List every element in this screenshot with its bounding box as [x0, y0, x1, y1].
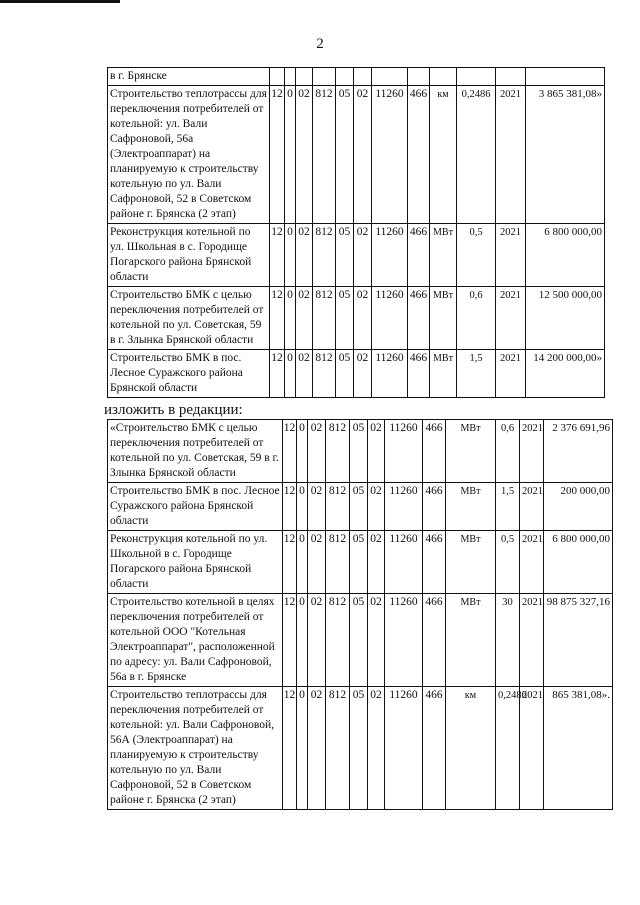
code-cell: 02	[308, 531, 326, 594]
code-cell: 02	[354, 224, 372, 287]
object-name-cell: Строительство котельной в целях переключения потребителей от котельной ООО "Котельная Электроаппарат", расположенной по адресу: ул. Вали Сафроновой, 56а в г. Брянске	[108, 594, 283, 687]
code-cell: 11260	[385, 531, 423, 594]
code-cell: 02	[296, 224, 313, 287]
code-cell: 466	[423, 594, 446, 687]
table-row	[108, 68, 605, 86]
table-body	[108, 420, 613, 810]
code-cell: 12	[283, 594, 297, 687]
code-cell: 466	[423, 483, 446, 531]
code-cell	[270, 68, 285, 86]
code-cell: 0,5	[457, 224, 496, 287]
code-cell: 12	[270, 224, 285, 287]
code-cell: 12	[270, 86, 285, 224]
unit-cell: МВт	[430, 350, 457, 398]
table-row	[108, 483, 613, 531]
table-row	[108, 287, 605, 350]
code-cell: 812	[326, 687, 350, 810]
code-cell: 02	[354, 287, 372, 350]
code-cell: 812	[326, 483, 350, 531]
code-cell: 466	[423, 531, 446, 594]
code-cell: 0	[285, 86, 296, 224]
code-cell: 12	[283, 531, 297, 594]
amount-cell: 865 381,08».	[544, 687, 613, 810]
object-name-cell: Реконструкция котельной по ул. Школьная в с. Городище Погарского района Брянской области	[108, 224, 270, 287]
code-cell: 2021	[496, 224, 526, 287]
code-cell: 02	[308, 420, 326, 483]
code-cell: 0	[297, 420, 308, 483]
code-cell: 12	[270, 350, 285, 398]
code-cell: 02	[368, 483, 385, 531]
code-cell: 466	[408, 86, 430, 224]
unit-cell: МВт	[430, 287, 457, 350]
code-cell	[496, 68, 526, 86]
object-name-cell: «Строительство БМК с целью переключения потребителей от котельной по ул. Советская, 59 в г. Злынка Брянской области	[108, 420, 283, 483]
code-cell: 0,5	[496, 531, 520, 594]
code-cell: 12	[283, 483, 297, 531]
code-cell: 812	[313, 86, 336, 224]
unit-cell: км	[446, 687, 496, 810]
amount-cell: 6 800 000,00	[544, 531, 613, 594]
budget-table-after	[107, 419, 613, 810]
code-cell: 812	[326, 531, 350, 594]
amendment-heading: изложить в редакции:	[104, 402, 243, 418]
code-cell: 0	[285, 287, 296, 350]
code-cell: 0	[285, 224, 296, 287]
code-cell: 0	[297, 483, 308, 531]
amount-cell: 2 376 691,96	[544, 420, 613, 483]
code-cell: 02	[368, 531, 385, 594]
object-name-cell: в г. Брянске	[108, 68, 270, 86]
code-cell: 1,5	[457, 350, 496, 398]
code-cell: 466	[423, 687, 446, 810]
code-cell: 11260	[385, 420, 423, 483]
unit-cell	[430, 68, 457, 86]
code-cell: 05	[336, 86, 354, 224]
amount-cell: 6 800 000,00	[526, 224, 605, 287]
code-cell: 05	[350, 687, 368, 810]
object-name-cell: Строительство теплотрассы для переключения потребителей от котельной: ул. Вали Сафроновой, 56а (Электроаппарат) на планируемую к строительству котельную по ул. Вали Сафроновой, 52 в Советском районе г. Брянска (2 этап)	[108, 86, 270, 224]
code-cell: 05	[336, 350, 354, 398]
code-cell: 466	[408, 287, 430, 350]
code-cell: 05	[336, 224, 354, 287]
code-cell: 11260	[385, 594, 423, 687]
code-cell	[408, 68, 430, 86]
code-cell: 05	[350, 420, 368, 483]
code-cell: 11260	[385, 483, 423, 531]
code-cell: 2021	[520, 687, 544, 810]
table-row	[108, 594, 613, 687]
code-cell: 11260	[372, 86, 408, 224]
page-number: 2	[316, 36, 324, 52]
code-cell: 30	[496, 594, 520, 687]
object-name-cell: Строительство теплотрассы для переключения потребителей от котельной: ул. Вали Сафроновой, 56А (Электроаппарат) на планируемую к строительству котельную по ул. Вали Сафроновой, 52 в Советском районе г. Брянска (2 этап)	[108, 687, 283, 810]
code-cell	[336, 68, 354, 86]
code-cell: 05	[336, 287, 354, 350]
unit-cell: МВт	[446, 483, 496, 531]
code-cell	[296, 68, 313, 86]
code-cell: 1,5	[496, 483, 520, 531]
code-cell: 0,2486	[496, 687, 520, 810]
amount-cell: 3 865 381,08»	[526, 86, 605, 224]
amount-cell	[526, 68, 605, 86]
table-body	[108, 68, 605, 398]
table-row	[108, 86, 605, 224]
amount-cell: 98 875 327,16	[544, 594, 613, 687]
code-cell: 02	[354, 350, 372, 398]
object-name-cell: Строительство БМК в пос. Лесное Суражского района Брянской области	[108, 483, 283, 531]
unit-cell: км	[430, 86, 457, 224]
code-cell: 12	[283, 420, 297, 483]
code-cell: 2021	[496, 287, 526, 350]
code-cell: 05	[350, 483, 368, 531]
code-cell: 0	[297, 594, 308, 687]
code-cell: 2021	[520, 531, 544, 594]
unit-cell: МВт	[446, 531, 496, 594]
table-row	[108, 687, 613, 810]
unit-cell: МВт	[446, 594, 496, 687]
code-cell: 11260	[372, 287, 408, 350]
code-cell: 466	[408, 350, 430, 398]
code-cell: 02	[308, 483, 326, 531]
code-cell: 0	[285, 350, 296, 398]
code-cell: 02	[296, 287, 313, 350]
table-row	[108, 531, 613, 594]
code-cell: 11260	[385, 687, 423, 810]
code-cell: 02	[368, 594, 385, 687]
code-cell: 466	[423, 420, 446, 483]
code-cell: 02	[296, 86, 313, 224]
code-cell: 11260	[372, 224, 408, 287]
code-cell: 02	[354, 86, 372, 224]
code-cell: 0,6	[496, 420, 520, 483]
code-cell: 2021	[496, 350, 526, 398]
code-cell: 812	[313, 350, 336, 398]
code-cell: 02	[368, 687, 385, 810]
code-cell: 812	[326, 594, 350, 687]
code-cell: 812	[313, 224, 336, 287]
code-cell: 2021	[520, 420, 544, 483]
unit-cell: МВт	[446, 420, 496, 483]
code-cell	[354, 68, 372, 86]
code-cell: 0	[297, 687, 308, 810]
code-cell	[285, 68, 296, 86]
code-cell: 0,6	[457, 287, 496, 350]
table-row	[108, 350, 605, 398]
amount-cell: 14 200 000,00»	[526, 350, 605, 398]
unit-cell: МВт	[430, 224, 457, 287]
code-cell: 466	[408, 224, 430, 287]
code-cell: 0,2486	[457, 86, 496, 224]
code-cell: 2021	[496, 86, 526, 224]
code-cell: 12	[270, 287, 285, 350]
budget-table-before	[107, 67, 605, 398]
object-name-cell: Реконструкция котельной по ул. Школьной в с. Городище Погарского района Брянской области	[108, 531, 283, 594]
code-cell: 2021	[520, 483, 544, 531]
object-name-cell: Строительство БМК в пос. Лесное Суражского района Брянской области	[108, 350, 270, 398]
table-row	[108, 420, 613, 483]
code-cell: 2021	[520, 594, 544, 687]
code-cell: 02	[308, 594, 326, 687]
code-cell: 12	[283, 687, 297, 810]
table-row	[108, 224, 605, 287]
code-cell: 02	[296, 350, 313, 398]
code-cell: 812	[313, 287, 336, 350]
object-name-cell: Строительство БМК с целью переключения потребителей от котельной по ул. Советская, 59 в г. Злынка Брянской области	[108, 287, 270, 350]
code-cell: 11260	[372, 350, 408, 398]
code-cell	[372, 68, 408, 86]
top-rule	[0, 0, 120, 3]
amount-cell: 12 500 000,00	[526, 287, 605, 350]
code-cell	[313, 68, 336, 86]
code-cell: 02	[368, 420, 385, 483]
code-cell: 812	[326, 420, 350, 483]
code-cell: 0	[297, 531, 308, 594]
code-cell: 05	[350, 594, 368, 687]
code-cell: 05	[350, 531, 368, 594]
code-cell: 02	[308, 687, 326, 810]
code-cell	[457, 68, 496, 86]
amount-cell: 200 000,00	[544, 483, 613, 531]
